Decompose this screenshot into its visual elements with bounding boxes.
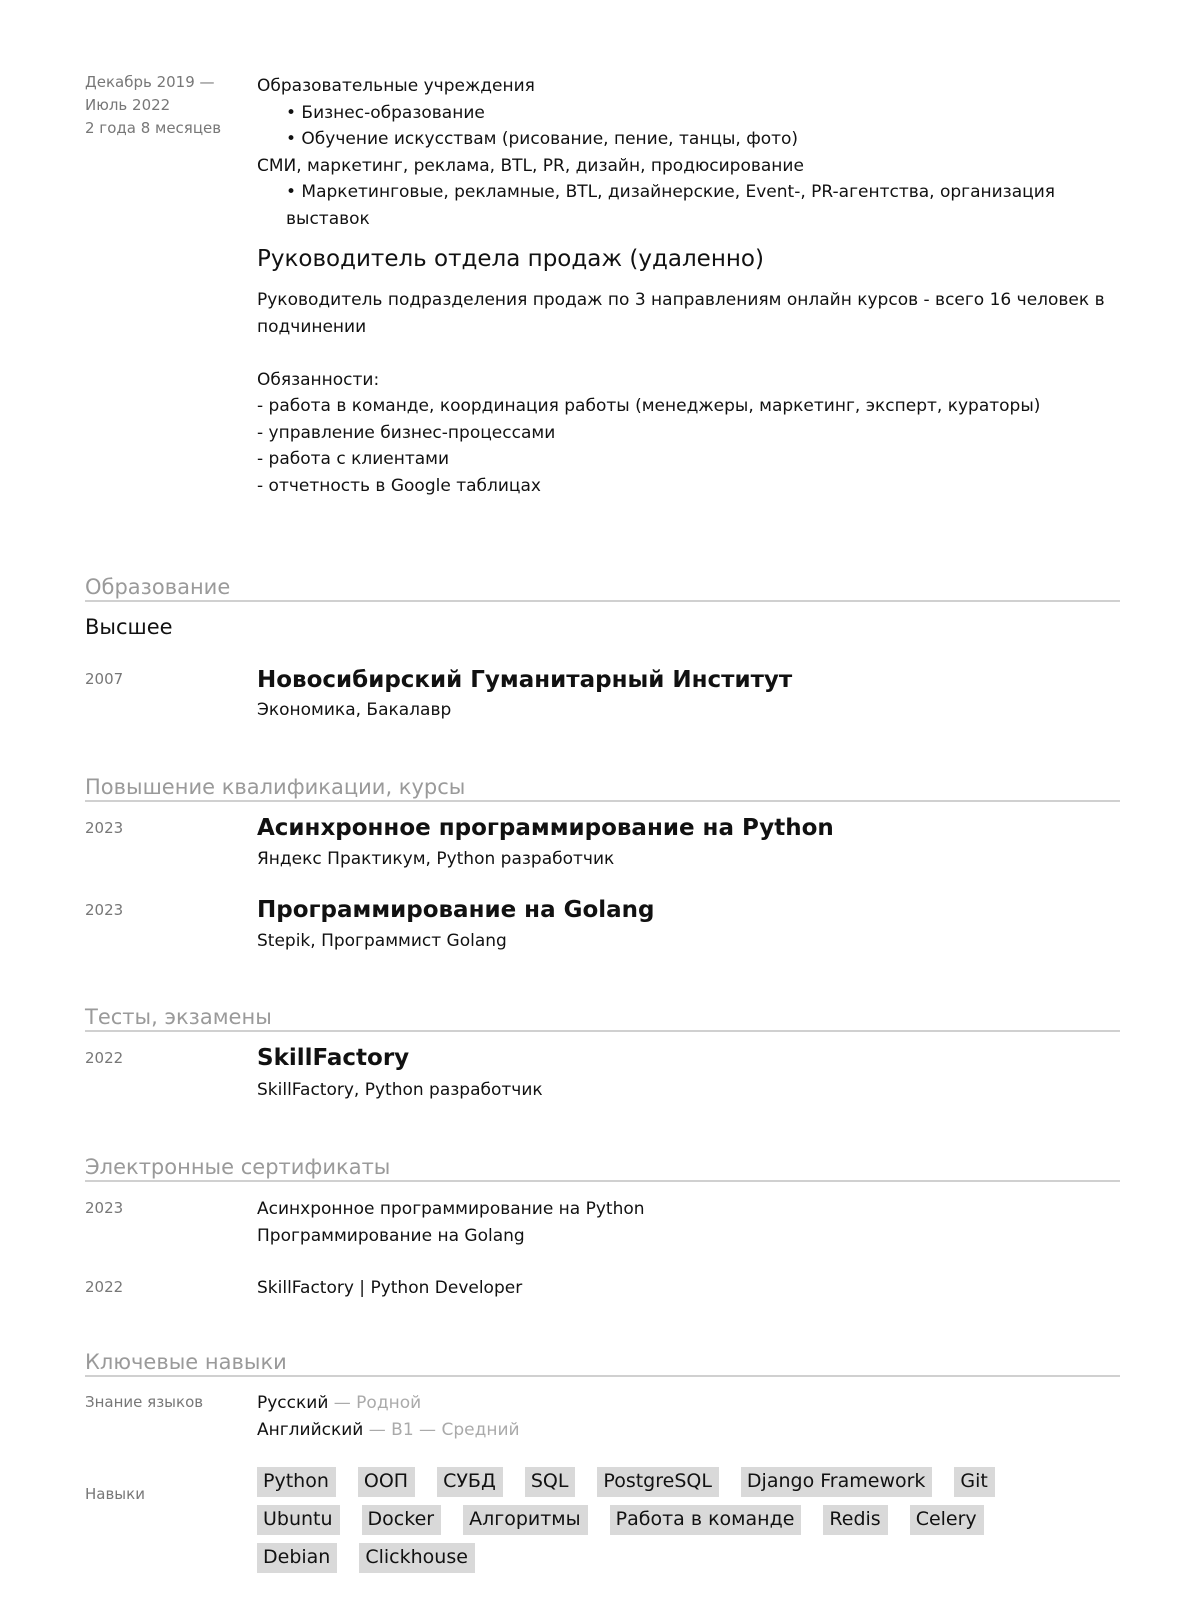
industry-item: • Обучение искусствам (рисование, пение, танцы, фото) [286, 129, 799, 149]
description-line: Обязанности: [257, 369, 380, 390]
course-title: Программирование на Golang [257, 897, 655, 923]
skill-tag: Алгоритмы [463, 1505, 588, 1535]
skills-tags [257, 1467, 1077, 1577]
industry-item: • Бизнес-образование [286, 102, 485, 123]
description-line: - работа с клиентами [257, 449, 450, 469]
courses-heading: Повышение квалификации, курсы [85, 774, 1120, 802]
language-name: Русский [257, 1393, 329, 1413]
description-line: - управление бизнес-процессами [257, 422, 556, 443]
skill-tag: Работа в команде [610, 1505, 802, 1535]
language-level: — B1 — Средний [368, 1419, 520, 1440]
language-item [257, 1417, 520, 1444]
job-position: Руководитель отдела продаж (удаленно) [257, 246, 764, 272]
description-line [257, 340, 1105, 367]
industry-name: Образовательные учреждения [257, 76, 535, 96]
industry-item: • Маркетинговые, рекламные, BTL, дизайнерские, Event-, PR-агентства, организация [286, 182, 1055, 202]
description-line: - работа в команде, координация работы (менеджеры, маркетинг, эксперт, кураторы) [257, 396, 1041, 416]
skill-tag: Ubuntu [257, 1505, 340, 1535]
certificate-item: SkillFactory | Python Developer [257, 1278, 523, 1298]
job-description [257, 287, 1105, 499]
language-level: — Родной [333, 1393, 422, 1413]
course-title: Асинхронное программирование на Python [257, 815, 834, 841]
skill-tag: СУБД [437, 1467, 503, 1497]
certificate-list [257, 1196, 645, 1249]
industry-item: выставок [286, 208, 370, 229]
tests-heading: Тесты, экзамены [85, 1004, 1120, 1032]
course-details: Stepik, Программист Golang [257, 931, 507, 951]
skill-tag: Celery [910, 1505, 984, 1535]
language-item [257, 1390, 520, 1417]
languages-label: Знание языков [85, 1393, 204, 1411]
education-year: 2007 [85, 670, 124, 688]
course-details: Яндекс Практикум, Python разработчик [257, 849, 615, 869]
period-duration: 2 года 8 месяцев [85, 119, 222, 137]
certificates-heading: Электронные сертификаты [85, 1154, 1120, 1182]
languages-list [257, 1390, 520, 1443]
course-year: 2023 [85, 819, 124, 837]
skill-tag: Docker [362, 1505, 442, 1535]
education-level: Высшее [85, 615, 173, 639]
skill-tag: Django Framework [741, 1467, 933, 1497]
skill-tag: Git [954, 1467, 994, 1497]
certificate-item: Программирование на Golang [257, 1225, 525, 1246]
experience-period [85, 71, 221, 140]
skills-heading: Ключевые навыки [85, 1349, 1120, 1377]
certificate-year: 2022 [85, 1278, 124, 1296]
industry-name: СМИ, маркетинг, реклама, BTL, PR, дизайн, продюсирование [257, 155, 804, 176]
education-heading: Образование [85, 574, 1120, 602]
course-year: 2023 [85, 901, 124, 919]
period-end: Июль 2022 [85, 96, 171, 114]
skill-tag: Python [257, 1467, 336, 1497]
skill-tag: Clickhouse [359, 1543, 475, 1573]
education-details: Экономика, Бакалавр [257, 700, 452, 720]
experience-industries [257, 73, 1055, 232]
skill-tag: Debian [257, 1543, 337, 1573]
certificate-year: 2023 [85, 1199, 124, 1217]
certificate-item: Асинхронное программирование на Python [257, 1199, 645, 1219]
skill-tag: Redis [823, 1505, 887, 1535]
period-start: Декабрь 2019 — [85, 73, 215, 91]
description-line: подчинении [257, 316, 367, 337]
skill-tag: SQL [525, 1467, 576, 1497]
description-line: Руководитель подразделения продаж по 3 направлениям онлайн курсов - всего 16 человек в [257, 290, 1105, 310]
education-institution: Новосибирский Гуманитарный Институт [257, 667, 793, 693]
language-name: Английский [257, 1419, 364, 1440]
description-line: - отчетность в Google таблицах [257, 475, 541, 496]
test-year: 2022 [85, 1049, 124, 1067]
test-title: SkillFactory [257, 1045, 410, 1071]
skills-label: Навыки [85, 1485, 145, 1503]
skill-tag: PostgreSQL [597, 1467, 719, 1497]
skill-tag: ООП [358, 1467, 415, 1497]
test-details: SkillFactory, Python разработчик [257, 1080, 543, 1100]
